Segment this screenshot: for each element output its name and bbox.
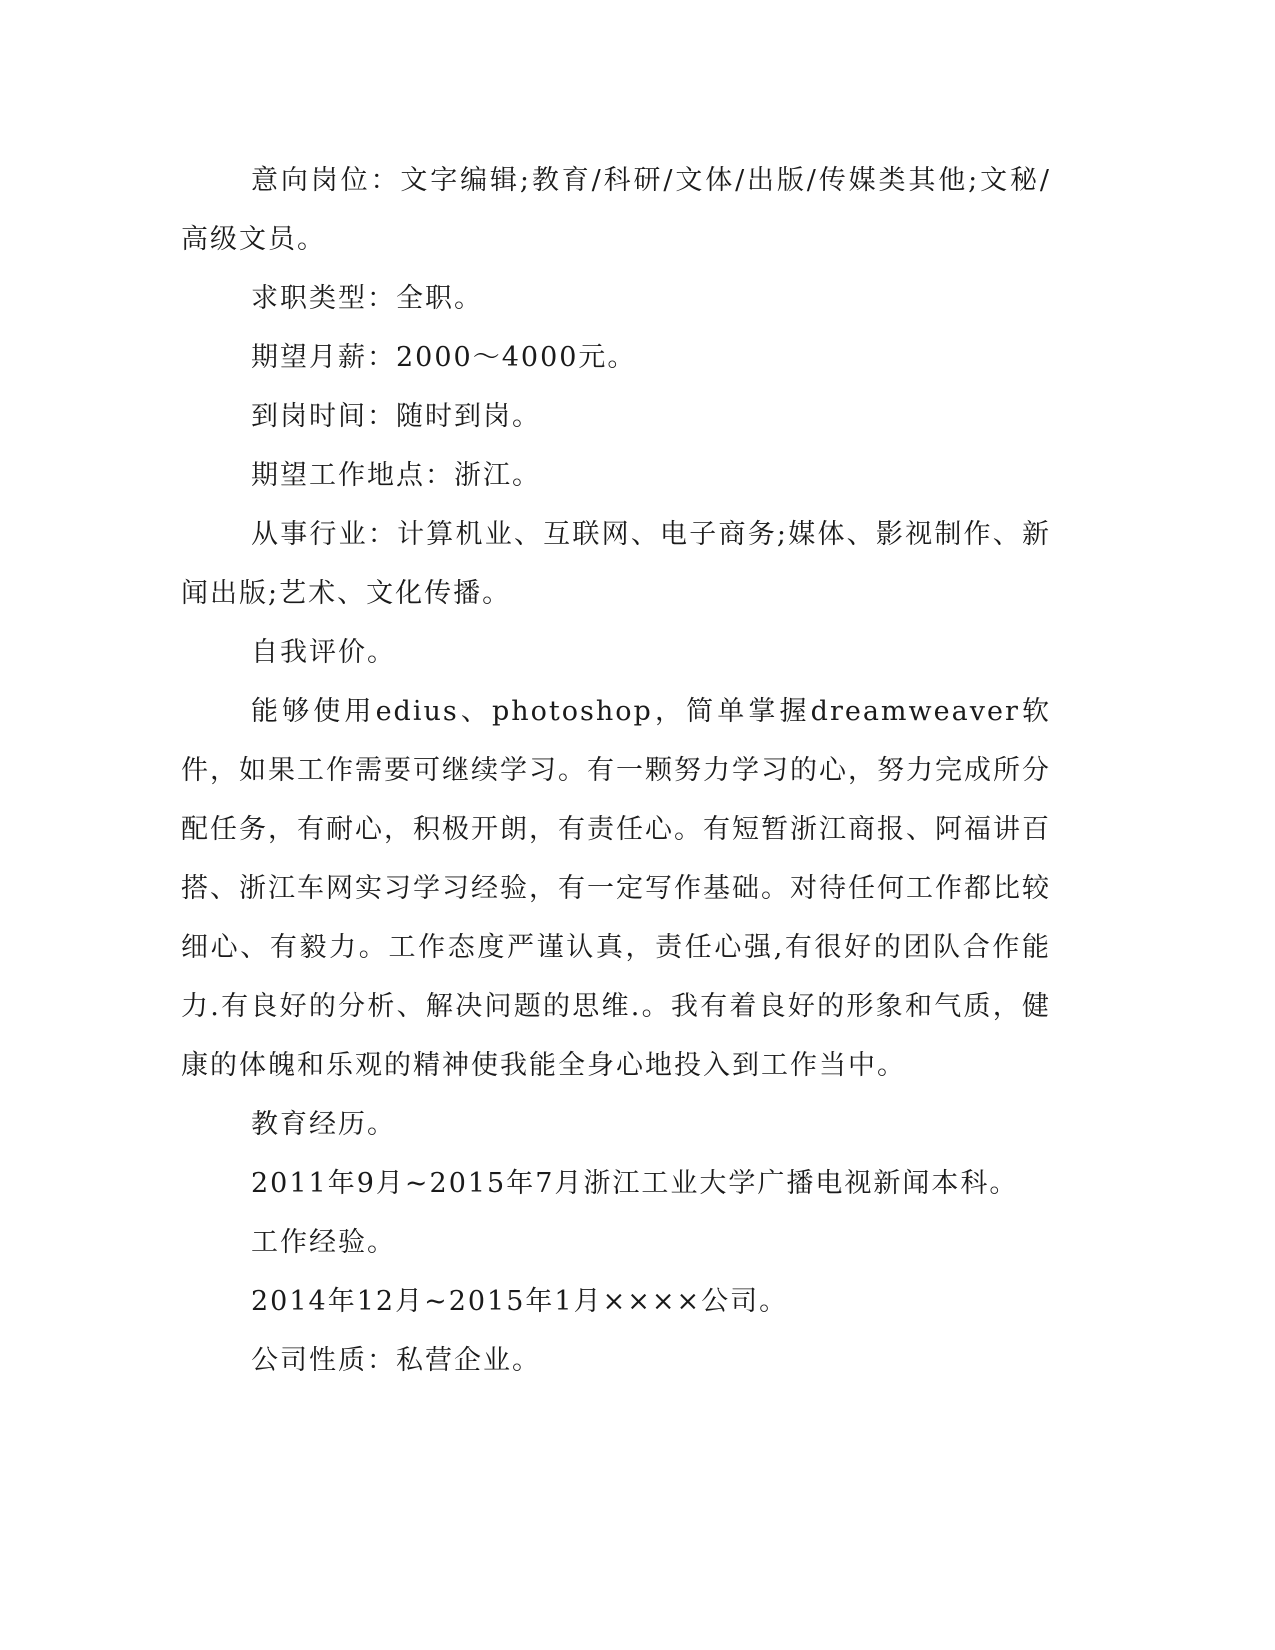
start-time: 到岗时间：随时到岗。 (251, 401, 541, 432)
expected-salary: 期望月薪：2000～4000元。 (251, 342, 637, 373)
job-type: 求职类型：全职。 (251, 283, 483, 314)
education-entry: 2011年9月~2015年7月浙江工业大学广播电视新闻本科。 (251, 1168, 1019, 1199)
desired-position: 意向岗位：文字编辑;教育/科研/文体/出版/传媒类其他;文秘/高级文员。 (181, 165, 1051, 255)
expected-location: 期望工作地点：浙江。 (251, 460, 541, 491)
work-experience-entry: 2014年12月~2015年1月××××公司。 (251, 1286, 789, 1317)
self-evaluation-text: 能够使用edius、photoshop，简单掌握dreamweaver软件，如果工作需要可继续学习。有一颗努力学习的心，努力完成所分配任务，有耐心，积极开朗，有责任心。有短暂浙江商报、阿福讲百搭、浙江车网实习学习经验，有一定写作基础。对待任何工作都比较细心、有毅力。工作态度严谨认真，责任心强,有很好的团队合作能力.有良好的分析、解决问题的思维.。我有着良好的形象和气质，健康的体魄和乐观的精神使我能全身心地投入到工作当中。 (181, 696, 1051, 1081)
work-experience-heading: 工作经验。 (251, 1227, 396, 1258)
document-body (181, 151, 1051, 1390)
industry: 从事行业：计算机业、互联网、电子商务;媒体、影视制作、新闻出版;艺术、文化传播。 (181, 519, 1051, 609)
company-type: 公司性质：私营企业。 (251, 1345, 541, 1376)
education-heading: 教育经历。 (251, 1109, 396, 1140)
self-evaluation-heading: 自我评价。 (251, 637, 396, 668)
